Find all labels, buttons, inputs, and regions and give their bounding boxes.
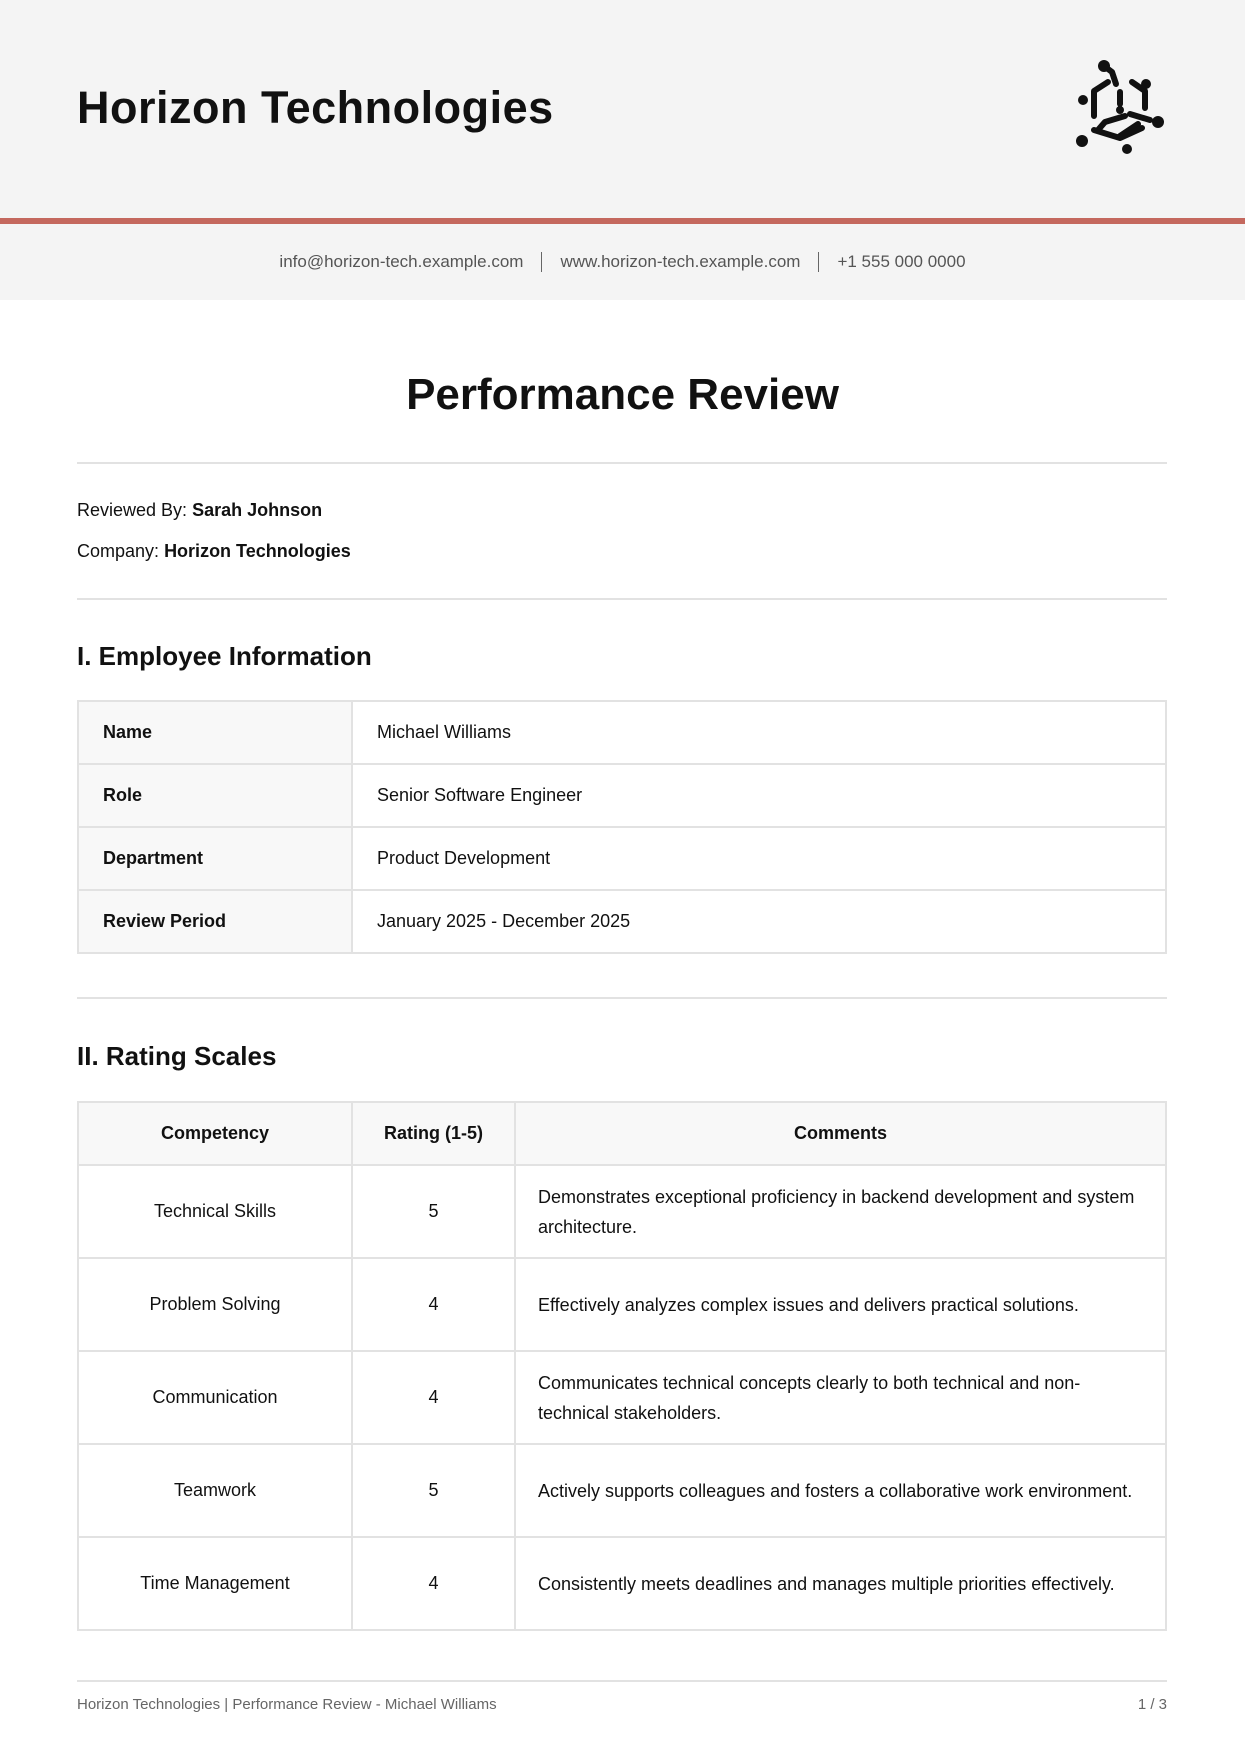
- separator: [541, 252, 542, 272]
- separator: [818, 252, 819, 272]
- comments-cell: Communicates technical concepts clearly to both technical and non-technical stakeholders.: [515, 1351, 1166, 1444]
- table-row: [78, 827, 1166, 890]
- field-value: Michael Williams: [352, 701, 1166, 764]
- table-row: [78, 1165, 1166, 1258]
- column-header-comments: Comments: [515, 1102, 1166, 1165]
- field-value: Product Development: [352, 827, 1166, 890]
- rating-scales-table: [77, 1101, 1167, 1631]
- competency-cell: Communication: [78, 1351, 352, 1444]
- section-title-rating-scales: II. Rating Scales: [77, 1041, 277, 1071]
- company-name: Horizon Technologies: [77, 82, 554, 133]
- competency-cell: Technical Skills: [78, 1165, 352, 1258]
- table-row: [78, 701, 1166, 764]
- comments-cell: Effectively analyzes complex issues and delivers practical solutions.: [515, 1258, 1166, 1351]
- reviewed-by: [77, 500, 322, 521]
- letterhead: [0, 0, 1245, 218]
- table-row: [78, 1537, 1166, 1630]
- contact-phone[interactable]: +1 555 000 0000: [837, 252, 966, 271]
- competency-cell: Teamwork: [78, 1444, 352, 1537]
- company-value: Horizon Technologies: [164, 541, 351, 561]
- divider: [77, 462, 1167, 464]
- divider: [77, 598, 1167, 600]
- reviewed-by-label: Reviewed By:: [77, 500, 188, 520]
- field-label: Review Period: [78, 890, 352, 953]
- table-row: [78, 890, 1166, 953]
- contact-bar: [0, 224, 1245, 300]
- contact-website[interactable]: www.horizon-tech.example.com: [560, 252, 801, 271]
- comments-cell: Consistently meets deadlines and manages multiple priorities effectively.: [515, 1537, 1166, 1630]
- field-label: Department: [78, 827, 352, 890]
- divider: [77, 997, 1167, 999]
- rating-cell: 4: [352, 1537, 515, 1630]
- document-title: Performance Review: [406, 370, 839, 419]
- field-label: Name: [78, 701, 352, 764]
- column-header-rating: Rating (1-5): [352, 1102, 515, 1165]
- column-header-competency: Competency: [78, 1102, 352, 1165]
- field-value: Senior Software Engineer: [352, 764, 1166, 827]
- contact-email[interactable]: info@horizon-tech.example.com: [279, 252, 524, 271]
- section-title-employee-info: I. Employee Information: [77, 641, 372, 671]
- competency-cell: Problem Solving: [78, 1258, 352, 1351]
- table-row: [78, 764, 1166, 827]
- rating-cell: 4: [352, 1258, 515, 1351]
- rating-cell: 5: [352, 1165, 515, 1258]
- company-label: Company:: [77, 541, 160, 561]
- table-row: [78, 1258, 1166, 1351]
- table-row: [78, 1444, 1166, 1537]
- employee-info-table: [77, 700, 1167, 954]
- field-label: Role: [78, 764, 352, 827]
- reviewed-by-value: Sarah Johnson: [192, 500, 323, 520]
- company-line: [77, 541, 351, 562]
- comments-cell: Demonstrates exceptional proficiency in backend development and system architecture.: [515, 1165, 1166, 1258]
- rating-cell: 4: [352, 1351, 515, 1444]
- footer-divider: [77, 1680, 1167, 1682]
- footer-text: Horizon Technologies | Performance Review - Michael Williams: [77, 1696, 497, 1713]
- network-hexagon-logo-icon: [1070, 58, 1170, 158]
- competency-cell: Time Management: [78, 1537, 352, 1630]
- table-row: [78, 1351, 1166, 1444]
- field-value: January 2025 - December 2025: [352, 890, 1166, 953]
- comments-cell: Actively supports colleagues and fosters a collaborative work environment.: [515, 1444, 1166, 1537]
- page-footer: [77, 1696, 1167, 1713]
- page-indicator: 1 / 3: [1137, 1696, 1167, 1713]
- table-header-row: [78, 1102, 1166, 1165]
- rating-cell: 5: [352, 1444, 515, 1537]
